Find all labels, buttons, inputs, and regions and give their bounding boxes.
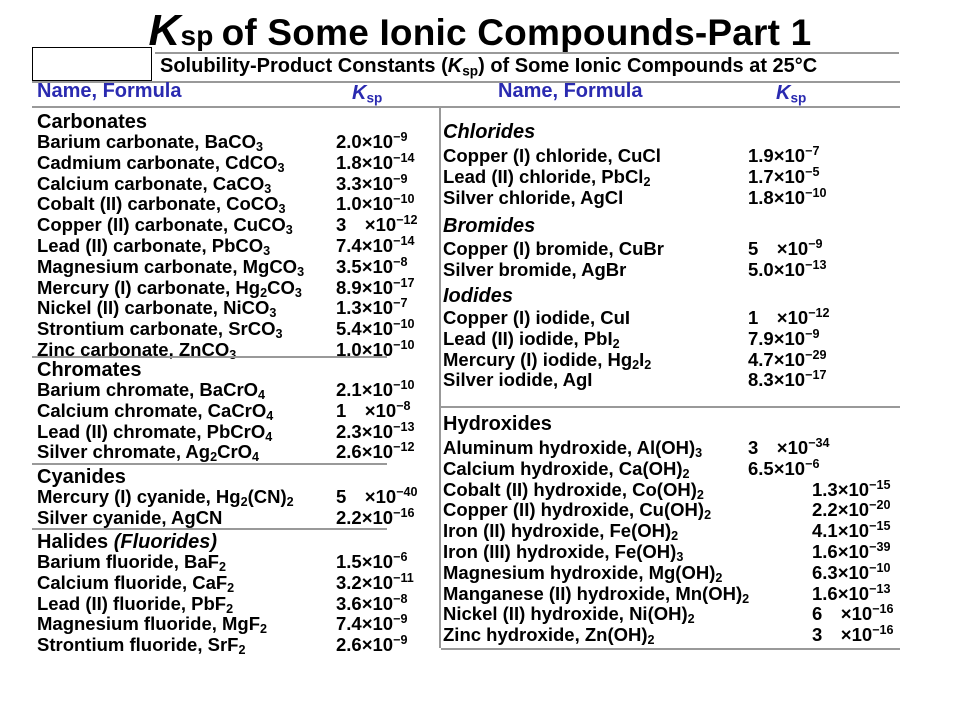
times-sign: ×10 xyxy=(361,297,394,319)
ksp-mantissa: 4.7 xyxy=(748,348,774,370)
section-divider xyxy=(441,406,900,408)
ksp-exponent: −6 xyxy=(393,550,408,565)
compound-name: Mercury (I) iodide, $Hg_2I_2$ xyxy=(443,348,652,372)
ksp-exponent: −20 xyxy=(869,498,891,513)
times-sign: ×10 xyxy=(361,379,394,400)
header-name-right: Name, Formula xyxy=(498,80,643,102)
ksp-mantissa: 8.3 xyxy=(748,369,774,391)
ksp-exponent: −12 xyxy=(393,440,415,455)
table-row xyxy=(0,349,960,370)
compound-name: Mercury (I) cyanide, $Hg_2(CN)_2$ xyxy=(37,486,294,510)
ksp-exponent: −8 xyxy=(396,398,411,413)
times-sign: ×10 xyxy=(776,238,809,259)
top-rule xyxy=(155,52,899,54)
compound-name: Cadmium carbonate, CdCO$_3$ xyxy=(37,151,285,175)
caption-k: K xyxy=(447,55,463,77)
header-ksp-left-sp: sp xyxy=(366,90,383,106)
times-sign: ×10 xyxy=(776,307,809,328)
times-sign: ×10 xyxy=(361,339,394,360)
ksp-mantissa: 8.9 xyxy=(336,276,362,298)
header-ksp-left xyxy=(352,82,382,105)
times-sign: ×10 xyxy=(776,437,809,458)
ksp-exponent: −7 xyxy=(393,296,408,311)
ksp-mantissa: 1.0 xyxy=(336,193,362,215)
section-title: Chromates xyxy=(37,359,142,381)
table-row xyxy=(0,259,960,280)
ksp-value xyxy=(812,541,890,562)
ksp-exponent: −7 xyxy=(805,144,820,159)
ksp-value xyxy=(748,328,819,349)
ksp-exponent: −10 xyxy=(393,317,415,332)
ksp-mantissa: 3 xyxy=(812,624,841,646)
compound-name: Copper (II) carbonate, CuCO$_3$ xyxy=(37,214,293,238)
ksp-exponent: −13 xyxy=(393,419,415,434)
ksp-exponent: −8 xyxy=(393,254,408,269)
ksp-mantissa: 6 xyxy=(812,603,841,625)
ksp-mantissa: 5 xyxy=(748,238,777,259)
ksp-exponent: −15 xyxy=(869,477,891,492)
ksp-exponent: −10 xyxy=(393,338,415,353)
compound-name: Nickel (II) carbonate, NiCO$_3$ xyxy=(37,297,277,321)
times-sign: ×10 xyxy=(361,634,394,656)
compound-name: Aluminum hydroxide, $Al(OH)_3$ xyxy=(443,437,703,461)
caption-pre: Solubility-Product Constants ( xyxy=(160,55,448,77)
header-ksp-right-sp: sp xyxy=(790,90,807,106)
ksp-exponent: −16 xyxy=(393,505,415,520)
times-sign: ×10 xyxy=(773,457,806,479)
compound-name: Zinc carbonate, ZnCO$_3$ xyxy=(37,339,237,363)
ksp-exponent: −11 xyxy=(393,570,414,585)
ksp-exponent: −16 xyxy=(872,602,894,617)
table-row xyxy=(0,436,960,461)
compound-name: Barium carbonate, BaCO$_3$ xyxy=(37,131,263,155)
table-row xyxy=(0,458,960,479)
ksp-value xyxy=(336,214,418,235)
compound-name: Strontium carbonate, SrCO$_3$ xyxy=(37,318,283,342)
blank-box xyxy=(32,47,152,81)
times-sign: ×10 xyxy=(837,520,870,542)
ksp-mantissa: 3.5 xyxy=(336,255,362,277)
times-sign: ×10 xyxy=(361,551,394,572)
compound-name: Lead (II) carbonate, PbCO$_3$ xyxy=(37,235,271,259)
times-sign: ×10 xyxy=(773,258,806,280)
times-sign: ×10 xyxy=(364,399,397,421)
compound-name: Silver chloride, AgCl xyxy=(443,186,624,208)
ksp-exponent: −34 xyxy=(808,436,830,451)
times-sign: ×10 xyxy=(773,327,806,349)
ksp-mantissa: 2.3 xyxy=(336,420,362,442)
ksp-value xyxy=(748,369,826,390)
caption-sp: sp xyxy=(462,63,479,79)
ksp-mantissa: 6.5 xyxy=(748,457,774,479)
times-sign: ×10 xyxy=(837,499,870,521)
header-ksp-right-k: K xyxy=(776,82,791,104)
ksp-value xyxy=(812,583,890,604)
ksp-exponent: −17 xyxy=(805,368,827,383)
ksp-exponent: −16 xyxy=(872,623,894,638)
header-name-left: Name, Formula xyxy=(37,80,182,102)
times-sign: ×10 xyxy=(773,145,806,166)
table-caption xyxy=(160,55,817,78)
ksp-mantissa: 6.3 xyxy=(812,561,838,583)
compound-name: Lead (II) chloride, PbCl$_2$ xyxy=(443,165,651,189)
ksp-value xyxy=(748,437,830,458)
table-row xyxy=(0,562,960,583)
ksp-exponent: −5 xyxy=(805,164,820,179)
compound-name: Magnesium fluoride, MgF$_2$ xyxy=(37,613,268,637)
ksp-exponent: −9 xyxy=(393,633,408,648)
ksp-exponent: −10 xyxy=(805,185,827,200)
ksp-mantissa: 2.6 xyxy=(336,634,362,656)
ksp-exponent: −13 xyxy=(805,257,827,272)
times-sign: ×10 xyxy=(773,369,806,391)
ksp-mantissa: 1.3 xyxy=(336,297,362,319)
ksp-mantissa: 1.3 xyxy=(812,478,838,500)
ksp-value xyxy=(748,187,826,208)
compound-name: Calcium chromate, CaCrO$_4$ xyxy=(37,399,274,423)
ksp-mantissa: 2.6 xyxy=(336,441,362,463)
ksp-exponent: −10 xyxy=(393,378,415,393)
compound-name: Manganese (II) hydroxide, $Mn(OH)_2$ xyxy=(443,582,750,606)
ksp-exponent: −9 xyxy=(808,237,823,252)
title-text: of Some Ionic Compounds-Part 1 xyxy=(221,12,812,53)
header-bottom-rule xyxy=(32,106,900,108)
ksp-mantissa: 1.8 xyxy=(748,186,774,208)
title-k: K xyxy=(148,6,181,55)
ksp-exponent: −15 xyxy=(869,519,891,534)
ksp-mantissa: 1 xyxy=(336,399,365,421)
compound-name: Calcium fluoride, CaF$_2$ xyxy=(37,571,235,595)
compound-name: Barium fluoride, BaF$_2$ xyxy=(37,551,226,575)
ksp-exponent: −9 xyxy=(805,326,820,341)
times-sign: ×10 xyxy=(840,624,873,646)
section-title: Cyanides xyxy=(37,466,126,488)
ksp-mantissa: 2.2 xyxy=(336,506,362,528)
table-row xyxy=(0,583,960,604)
times-sign: ×10 xyxy=(364,214,397,236)
ksp-mantissa: 5.0 xyxy=(748,258,774,280)
ksp-mantissa: 4.1 xyxy=(812,520,838,542)
table-row xyxy=(0,307,960,328)
compound-name: Strontium fluoride, SrF$_2$ xyxy=(37,634,246,658)
table-row xyxy=(0,166,960,187)
ksp-exponent: −14 xyxy=(393,150,415,165)
times-sign: ×10 xyxy=(361,151,394,173)
ksp-mantissa: 3.2 xyxy=(336,571,362,593)
ksp-exponent: −9 xyxy=(393,130,408,145)
ksp-value xyxy=(812,562,890,583)
compound-name: Copper (I) iodide, CuI xyxy=(443,307,631,328)
ksp-exponent: −13 xyxy=(869,581,891,596)
ksp-exponent: −9 xyxy=(393,171,408,186)
compound-name: Lead (II) fluoride, PbF$_2$ xyxy=(37,592,234,616)
ksp-mantissa: 1.9 xyxy=(748,145,774,166)
ksp-mantissa: 1.6 xyxy=(812,582,838,604)
section-title: Bromides xyxy=(443,215,536,237)
ksp-value xyxy=(748,307,830,328)
times-sign: ×10 xyxy=(361,193,394,215)
ksp-exponent: −12 xyxy=(396,213,418,228)
times-sign: ×10 xyxy=(361,506,394,528)
times-sign: ×10 xyxy=(361,571,394,593)
ksp-value xyxy=(748,145,819,166)
ksp-value xyxy=(748,238,823,259)
compound-name: Cobalt (II) carbonate, CoCO$_3$ xyxy=(37,193,286,217)
section-title: Hydroxides xyxy=(443,413,552,435)
ksp-mantissa: 3.6 xyxy=(336,592,362,614)
ksp-exponent: −10 xyxy=(393,192,415,207)
ksp-mantissa: 1 xyxy=(748,307,777,328)
ksp-value xyxy=(812,624,894,645)
times-sign: ×10 xyxy=(361,172,394,194)
section-title: Chlorides xyxy=(443,121,536,143)
ksp-exponent: −9 xyxy=(393,612,408,627)
caption-post: ) of Some Ionic Compounds at 25°C xyxy=(478,55,818,77)
times-sign: ×10 xyxy=(361,235,394,256)
table-row xyxy=(0,328,960,349)
times-sign: ×10 xyxy=(361,441,394,463)
section-title: Carbonates xyxy=(37,111,148,133)
compound-name: Copper (I) bromide, CuBr xyxy=(443,238,664,259)
times-sign: ×10 xyxy=(364,486,397,507)
times-sign: ×10 xyxy=(361,255,394,277)
ksp-mantissa: 1.6 xyxy=(812,541,838,562)
compound-name: Zinc hydroxide, $Zn(OH)_2$ xyxy=(443,624,655,648)
ksp-exponent: −39 xyxy=(869,540,891,555)
ksp-mantissa: 3 xyxy=(336,214,365,236)
header-ksp-left-k: K xyxy=(352,82,367,104)
title-sp: sp xyxy=(180,20,214,51)
ksp-value xyxy=(748,458,819,479)
ksp-mantissa: 1.5 xyxy=(336,551,362,572)
times-sign: ×10 xyxy=(361,276,394,298)
ksp-exponent: −17 xyxy=(393,275,415,290)
ksp-mantissa: 5 xyxy=(336,486,365,507)
ksp-mantissa: 1.7 xyxy=(748,165,774,187)
table-row xyxy=(0,145,960,166)
ksp-value xyxy=(812,499,890,520)
table-row xyxy=(0,238,960,259)
times-sign: ×10 xyxy=(361,131,394,152)
compound-name: Copper (I) chloride, CuCl xyxy=(443,145,661,166)
ksp-mantissa: 1.8 xyxy=(336,151,362,173)
compound-name: Lead (II) iodide, PbI$_2$ xyxy=(443,327,620,351)
compound-name: Silver iodide, AgI xyxy=(443,369,593,391)
compound-name: Iron (III) hydroxide, $Fe(OH)_3$ xyxy=(443,541,684,565)
ksp-value xyxy=(748,259,826,280)
ksp-exponent: −8 xyxy=(393,591,408,606)
ksp-mantissa: 2.2 xyxy=(812,499,838,521)
times-sign: ×10 xyxy=(361,318,394,340)
times-sign: ×10 xyxy=(837,541,870,562)
ksp-value xyxy=(336,400,411,421)
compound-name: Mercury (I) carbonate, $Hg_2CO_3$ xyxy=(37,276,302,300)
ksp-mantissa: 1.0 xyxy=(336,339,362,360)
ksp-mantissa: 7.9 xyxy=(748,327,774,349)
ksp-mantissa: 7.4 xyxy=(336,235,362,256)
times-sign: ×10 xyxy=(840,603,873,625)
times-sign: ×10 xyxy=(773,348,806,370)
ksp-exponent: −12 xyxy=(808,306,830,321)
compound-name: Magnesium carbonate, MgCO$_3$ xyxy=(37,255,305,279)
times-sign: ×10 xyxy=(837,561,870,583)
ksp-exponent: −10 xyxy=(869,560,891,575)
ksp-exponent: −40 xyxy=(396,485,418,500)
ksp-mantissa: 3.3 xyxy=(336,172,362,194)
compound-name: Silver bromide, AgBr xyxy=(443,258,627,280)
compound-name: Calcium carbonate, CaCO$_3$ xyxy=(37,172,272,196)
compound-name: Nickel (II) hydroxide, $Ni(OH)_2$ xyxy=(443,603,695,627)
times-sign: ×10 xyxy=(361,613,394,635)
section-title: Halides (Fluorides) xyxy=(37,531,218,553)
compound-name: Magnesium hydroxide, $Mg(OH)_2$ xyxy=(443,561,723,585)
times-sign: ×10 xyxy=(837,582,870,604)
compound-name: Silver cyanide, AgCN xyxy=(37,506,223,528)
ksp-value xyxy=(812,520,890,541)
ksp-mantissa: 2.0 xyxy=(336,131,362,152)
table-row xyxy=(0,187,960,208)
ksp-value xyxy=(812,479,890,500)
times-sign: ×10 xyxy=(361,420,394,442)
ksp-mantissa: 7.4 xyxy=(336,613,362,635)
ksp-mantissa: 2.1 xyxy=(336,379,362,400)
compound-name: Barium chromate, BaCrO$_4$ xyxy=(37,379,266,403)
ksp-mantissa: 5.4 xyxy=(336,318,362,340)
section-divider xyxy=(441,648,900,650)
compound-name: Iron (II) hydroxide, $Fe(OH)_2$ xyxy=(443,520,679,544)
times-sign: ×10 xyxy=(773,165,806,187)
compound-name: Cobalt (II) hydroxide, $Co(OH)_2$ xyxy=(443,478,704,502)
ksp-exponent: −29 xyxy=(805,347,827,362)
times-sign: ×10 xyxy=(837,478,870,500)
compound-name: Silver chromate, $Ag_2CrO_4$ xyxy=(37,441,260,465)
section-title: Iodides xyxy=(443,285,514,307)
ksp-value xyxy=(748,166,819,187)
times-sign: ×10 xyxy=(773,186,806,208)
ksp-mantissa: 3 xyxy=(748,437,777,458)
ksp-exponent: −14 xyxy=(393,234,415,249)
times-sign: ×10 xyxy=(361,592,394,614)
header-ksp-right xyxy=(776,82,806,105)
ksp-exponent: −6 xyxy=(805,456,820,471)
ksp-value xyxy=(748,349,826,370)
ksp-value xyxy=(812,603,894,624)
compound-name: Calcium hydroxide, $Ca(OH)_2$ xyxy=(443,457,690,481)
compound-name: Copper (II) hydroxide, $Cu(OH)_2$ xyxy=(443,499,712,523)
table-row xyxy=(0,479,960,500)
compound-name: Lead (II) chromate, PbCrO$_4$ xyxy=(37,420,273,444)
